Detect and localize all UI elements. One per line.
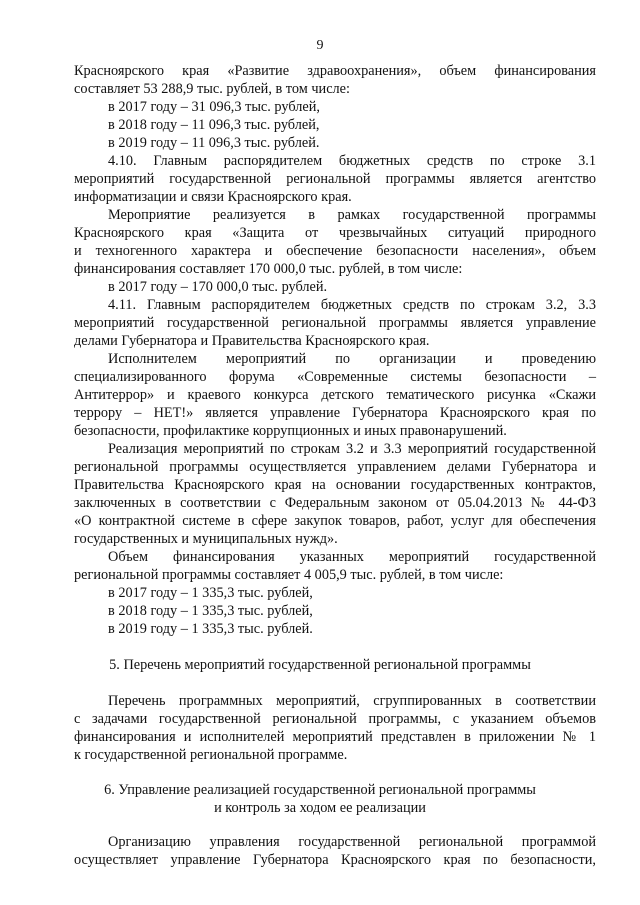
text-line: Красноярского края «Развитие здравоохранения», объем финансирования — [74, 63, 596, 79]
text-line: 4.10. Главным распорядителем бюджетных средств по строке 3.1 — [108, 153, 596, 169]
text-line: региональной программы осуществляется управлением делами Губернатора и — [74, 459, 596, 475]
text-line: делами Губернатора и Правительства Красноярского края. — [74, 333, 430, 349]
section-heading-line: 6. Управление реализацией государственной региональной программы — [104, 782, 536, 798]
text-line: к государственной региональной программе. — [74, 747, 348, 763]
text-line: Объем финансирования указанных мероприятий государственной — [108, 549, 596, 565]
text-line: региональной программы составляет 4 005,9 тыс. рублей, в том числе: — [74, 567, 504, 583]
text-line: Правительства Красноярского края на основании государственных контрактов, — [74, 477, 596, 493]
text-line: осуществляет управление Губернатора Красноярского края по безопасности, — [74, 852, 596, 868]
text-line: в 2018 году – 11 096,3 тыс. рублей, — [108, 117, 320, 133]
text-line: Антитеррор» и краевого конкурса детского тематического рисунка «Скажи — [74, 387, 596, 403]
text-line: Перечень программных мероприятий, сгруппированных в соответствии — [108, 693, 596, 709]
text-line: Мероприятие реализуется в рамках государственной программы — [108, 207, 596, 223]
text-line: Красноярского края «Защита от чрезвычайных ситуаций природного — [74, 225, 596, 241]
text-line: 4.11. Главным распорядителем бюджетных средств по строкам 3.2, 3.3 — [108, 297, 596, 313]
text-line: в 2019 году – 11 096,3 тыс. рублей. — [108, 135, 320, 151]
text-line: в 2019 году – 1 335,3 тыс. рублей. — [108, 621, 313, 637]
text-line: «О контрактной системе в сфере закупок товаров, работ, услуг для обеспечения — [74, 513, 596, 529]
text-line: в 2017 году – 170 000,0 тыс. рублей. — [108, 279, 328, 295]
text-line: финансирования и исполнителей мероприятий представлен в приложении № 1 — [74, 729, 596, 745]
text-line: мероприятий государственной региональной программы является агентство — [74, 171, 596, 187]
page-number: 9 — [316, 38, 324, 53]
text-line: с задачами государственной региональной программы, с указанием объемов — [74, 711, 596, 727]
text-line: и техногенного характера и обеспечение безопасности населения», объем — [74, 243, 596, 259]
text-line: составляет 53 288,9 тыс. рублей, в том числе: — [74, 81, 351, 97]
text-line: в 2018 году – 1 335,3 тыс. рублей, — [108, 603, 313, 619]
text-line: заключенных в соответствии с Федеральным законом от 05.04.2013 № 44-ФЗ — [74, 495, 596, 511]
text-line: безопасности, профилактике коррупционных и иных правонарушений. — [74, 423, 507, 439]
section-heading-line: 5. Перечень мероприятий государственной региональной программы — [109, 657, 531, 673]
text-line: Организацию управления государственной региональной программой — [108, 834, 596, 850]
text-line: террору – НЕТ!» является управление Губернатора Красноярского края по — [74, 405, 596, 421]
text-line: финансирования составляет 170 000,0 тыс. рублей, в том числе: — [74, 261, 463, 277]
text-line: информатизации и связи Красноярского края. — [74, 189, 352, 205]
text-line: Реализация мероприятий по строкам 3.2 и 3.3 мероприятий государственной — [108, 441, 596, 457]
text-line: мероприятий государственной региональной программы является управление — [74, 315, 596, 331]
text-line: Исполнителем мероприятий по организации и проведению — [108, 351, 596, 367]
text-line: в 2017 году – 1 335,3 тыс. рублей, — [108, 585, 313, 601]
section-heading-line: и контроль за ходом ее реализации — [214, 800, 426, 816]
text-line: государственных и муниципальных нужд». — [74, 531, 338, 547]
text-line: специализированного форума «Современные системы безопасности – — [74, 369, 596, 385]
text-line: в 2017 году – 31 096,3 тыс. рублей, — [108, 99, 320, 115]
